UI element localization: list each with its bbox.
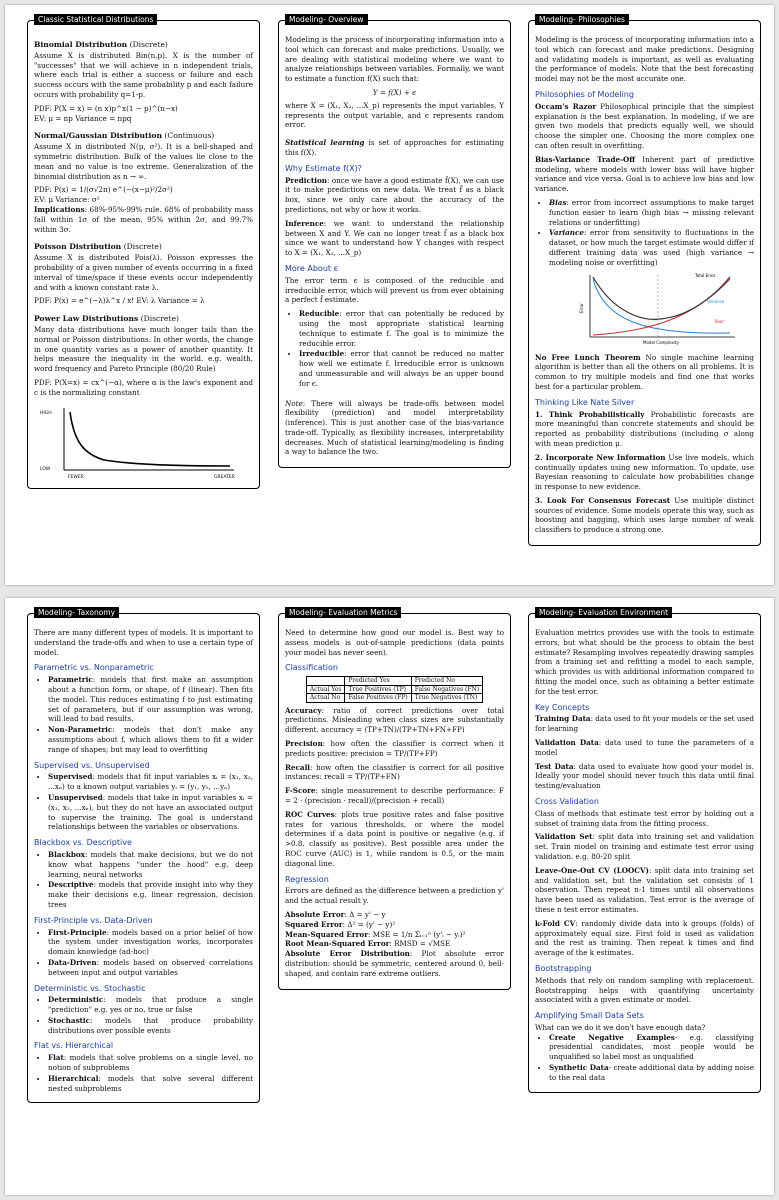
column-environment bbox=[528, 608, 761, 1093]
why-estimate-heading: Why Estimate f(X)? bbox=[285, 163, 362, 173]
box-title: Modeling- Overview bbox=[285, 14, 368, 25]
plot-label-high: HIGH bbox=[40, 410, 52, 416]
statistical-learning: Statistical learning is set of approaches for estimating this f(X). bbox=[285, 138, 504, 157]
regression-text: Errors are defined as the difference between a prediction y' and the actual result y. bbox=[285, 886, 504, 906]
normal-pdf: PDF: P(x) = 1/(σ√2π) e^(−(x−μ)²/2σ²) bbox=[34, 185, 173, 195]
cv-text: Class of methods that estimate test error by holding out a subset of training data from the fitting process. bbox=[535, 808, 754, 828]
prediction-text: Prediction: once we have a good estimate f̂(X), we can use it to make predictions on new data. We treat f̂ as a black box, since we only care about the accuracy of the predictions, not why or how it works. bbox=[285, 175, 504, 214]
plot-label-bias: Bias² bbox=[715, 318, 725, 324]
cm-cell: Actual Yes bbox=[306, 685, 344, 694]
power-law-curve bbox=[70, 412, 230, 466]
taxonomy-section-heading: Flat vs. Hierarchical bbox=[34, 1041, 114, 1051]
box-title: Modeling- Evaluation Metrics bbox=[285, 607, 401, 618]
box-overview bbox=[278, 15, 511, 468]
taxonomy-section-heading: Blackbox vs. Descriptive bbox=[34, 838, 132, 848]
binomial-ev: EV: μ = np Variance = npq bbox=[34, 113, 132, 123]
training-data: Training Data: data used to fit your models or the set used for learning bbox=[535, 714, 755, 734]
bias-variance-plot bbox=[535, 271, 754, 349]
squared-error: Squared Error: Δ² = (y' − y)² bbox=[285, 919, 396, 929]
column-philosophies bbox=[528, 15, 761, 546]
taxonomy-item: • Parametric: models that first make an assumption about a function form, or shape, of f (linear). Then fits the model. This reduces estimating f to just estimating set of parameters, but if our assumption was wrong, will lead to bad results. bbox=[48, 675, 253, 724]
overview-equation: Y = f(X) + ϵ bbox=[372, 87, 417, 97]
taxonomy-list bbox=[34, 1053, 253, 1093]
poisson-body: Assume X is distributed Pois(λ). Poisson expresses the probability of a given number of events occurring in a fixed interval of time/space if these events occur independently and with a known constant rate λ. bbox=[34, 253, 253, 292]
taxonomy-list bbox=[34, 928, 253, 978]
bias-item: • Bias: error from incorrect assumptions to make target function easier to learn (high bias → missing relevant relations or underfitting) bbox=[549, 198, 754, 227]
plot-label-low: LOW bbox=[40, 466, 51, 472]
cm-cell: True Positives (TP) bbox=[345, 685, 411, 694]
taxonomy-section-heading: Parametric vs. Nonparametric bbox=[34, 663, 154, 673]
column-overview bbox=[278, 15, 511, 468]
validation-data: Validation Data: data used to tune the parameters of a model bbox=[535, 737, 754, 757]
amplifying-heading: Amplifying Small Data Sets bbox=[535, 1011, 644, 1021]
column-taxonomy bbox=[27, 608, 260, 1103]
confusion-row bbox=[306, 694, 482, 703]
key-concepts-heading: Key Concepts bbox=[535, 702, 590, 712]
confusion-header-row bbox=[306, 677, 482, 686]
power-heading: Power Law Distributions (Discrete) bbox=[34, 314, 179, 324]
negative-examples-item: • Create Negative Examples- e.g. classifying presidential candidates, most people would be unqualified so label most as unqualified bbox=[549, 1033, 754, 1062]
error-list bbox=[285, 309, 504, 388]
silver-item-2: 2. Incorporate New Information Use live models, which continually updates using new information. To update, use Bayesian reasoning to calculate how probabilities change in response to new evidence. bbox=[535, 452, 754, 492]
taxonomy-item: • Supervised: models that fit input variables xᵢ = (x₁, x₂, ...xₙ) to a known output variables yᵢ = (y₁, y₂, ...yₙ) bbox=[48, 772, 253, 792]
fscore-text: F-Score: single measurement to describe performance: F = 2 · (precision · recall)/(precision + recall) bbox=[285, 786, 504, 806]
bootstrapping-heading: Bootstrapping bbox=[535, 963, 592, 973]
cm-cell: True Negatives (TN) bbox=[411, 694, 482, 703]
cm-cell: False Negatives (FN) bbox=[411, 685, 482, 694]
column-distributions bbox=[27, 15, 260, 489]
plot-label-complexity: Model Complexity bbox=[643, 339, 679, 345]
poisson-heading: Poisson Distribution (Discrete) bbox=[34, 242, 162, 252]
classification-heading: Classification bbox=[285, 663, 338, 673]
taxonomy-item: • Unsupervised: models that take in input variables xᵢ = (x₁, x₂, ...xₙ), but they do not have an associated output to supervise the training. The goal is understand relationships between the variables or observations. bbox=[48, 793, 253, 832]
silver-item-1: 1. Think Probabilistically Probabilistic forecasts are more meaningful than concrete statements and should be reported as probability distributions (including σ along with mean prediction μ. bbox=[535, 409, 755, 448]
bias-curve bbox=[593, 279, 730, 333]
binomial-heading: Binomial Distribution (Discrete) bbox=[34, 40, 168, 49]
more-about-text: The error term ϵ is composed of the reducible and irreducible error, which will prevent us from ever obtaining a perfect f̂ estimate. bbox=[285, 275, 504, 305]
plot-label-greater: GREATER bbox=[214, 474, 235, 480]
abs-error-distribution: Absolute Error Distribution: Plot absolute error distribution: should be symmetric, centered around 0, bell-shaped, and contain rare extreme outliers. bbox=[285, 949, 504, 978]
plot-label-total: Total Error bbox=[695, 272, 716, 278]
box-taxonomy bbox=[27, 608, 260, 1103]
taxonomy-section-heading: Supervised vs. Unsupervised bbox=[34, 760, 150, 770]
taxonomy-item: • Hierarchical: models that solve several different nested subproblems bbox=[48, 1074, 253, 1094]
overview-intro: Modeling is the process of incorporating information into a tool which can forecast and make predictions. Usually, we are dealing with statistical modeling where we want to analyze relationships between variables. Formally, we want to estimate a function f(X) such that: bbox=[285, 35, 504, 84]
note-text: Note: There will always be trade-offs between model flexibility (prediction) and model interpretability (inference). This is just another case of the bias-variance trade-off. Typically, as flexibility increases, interpretability decreases. Much of statistical learning/modeling is finding a way to balance the two. bbox=[285, 398, 504, 457]
cm-cell: False Positives (FP) bbox=[345, 694, 411, 703]
cm-cell: Predicted Yes bbox=[345, 677, 411, 686]
roc-text: ROC Curves: plots true positive rates and false positive rates for various thresholds, or where the model determines if a data point is positive or negative (e.g. if >0.8, classify as positive). Best possible area under the ROC curve (AUC) is 1, while random is 0.5, or the main diagonal line. bbox=[285, 809, 504, 868]
confusion-matrix bbox=[306, 676, 483, 703]
variance-curve bbox=[593, 279, 730, 335]
taxonomy-item: • Stochastic: models that produce probability distributions over possible events bbox=[48, 1016, 253, 1036]
taxonomy-section-heading: First-Principle vs. Data-Driven bbox=[34, 915, 153, 925]
occams-razor: Occam's Razor Philosophical principle that the simplest explanation is the best explanation. In modeling, if we are given two models that predicts equally well, we should choose the simpler one. Choosing the more complex one can often result in overfitting. bbox=[535, 101, 755, 150]
silver-item-3: 3. Look For Consensus Forecast Use multiple distinct sources of evidence. Some models operate this way, such as boosting and bagging, which uses large number of weak classifiers to produce a strong one. bbox=[535, 495, 754, 535]
no-free-lunch: No Free Lunch Theorem No single machine learning algorithm is better than all the others on all problems. It is common to try multiple models and find one that works best for a particular problem. bbox=[535, 352, 754, 391]
taxonomy-list bbox=[34, 772, 253, 832]
page-1 bbox=[5, 5, 774, 585]
bias-variance-list bbox=[535, 198, 754, 268]
absolute-error: Absolute Error: Δ = y' − y bbox=[285, 910, 386, 920]
variance-item: • Variance: error from sensitivity to fluctuations in the dataset, or how much the target estimate would differ if different training data was used (high variance → modeling noise or overfitting) bbox=[549, 228, 754, 267]
box-title: Modeling- Evaluation Environment bbox=[535, 607, 672, 618]
overview-where: where X = (X₁, X₂, ...X_p) represents the input variables, Y represents the output variable, and ϵ represents random error. bbox=[285, 100, 504, 130]
power-law-plot bbox=[34, 402, 253, 482]
taxonomy-item: • Blackbox: models that make decisions, but we do not know what happens "under the hood" e.g. deep learning, neural networks bbox=[48, 850, 253, 879]
plot-label-variance: Variance bbox=[707, 298, 725, 304]
philosophies-intro: Modeling is the process of incorporating information into a tool which can forecast and make predictions. Designing and validating models is important, as well as evaluating the performance of models. Note that the best forecasting model may not be the most accurate one. bbox=[535, 35, 754, 84]
taxonomy-list bbox=[34, 995, 253, 1035]
box-philosophies bbox=[528, 15, 761, 546]
reducible-item: • Reducible: error that can potentially be reduced by using the most appropriate statistical learning technique to estimate f. The goal is to minimize the reducible error. bbox=[299, 309, 504, 348]
power-body: Many data distributions have much longer tails than the normal or Poisson distributions. In other words, the change in one quantity varies as a power of another quantity. It helps measure the inequality in the world. e.g. wealth, word frequency and Pareto Principle (80/20 Rule) bbox=[34, 324, 253, 374]
taxonomy-item: • Deterministic: models that produce a single "prediction" e.g. yes or no, true or false bbox=[48, 995, 253, 1015]
box-title: Classic Statistical Distributions bbox=[34, 14, 157, 25]
poisson-pdf: PDF: P(x) = e^(−λ)λ^x / x! EV: λ Variance = λ bbox=[34, 296, 205, 306]
normal-implications: Implications: 68%-95%-99% rule. 68% of probability mass fall within 1σ of the mean, 95% within 2σ, and 99.7% within 3σ. bbox=[34, 204, 253, 234]
plot-label-fewer: FEWER bbox=[68, 474, 84, 480]
taxonomy-intro: There are many different types of models. It is important to understand the trade-offs and when to use a certain type of model. bbox=[34, 628, 253, 657]
environment-intro: Evaluation metrics provides use with the tools to estimate errors, but what should be the process to obtain the best estimate? Resampling involves repeatedly drawing samples from a training set and refitting a model to each sample, which provides us with additional information compared to fitting the model once, such as obtaining a better estimate for the test error. bbox=[535, 628, 754, 696]
power-pdf: PDF: P(X=x) = cx^(−α), where α is the law's exponent and c is the normalizing constant bbox=[34, 377, 253, 397]
normal-body: Assume X in distributed N(μ, σ²). It is a bell-shaped and symmetric distribution. Bulk of the values lie close to the mean and no value is too extreme. Generalization of the binomial distribution as n → ∞. bbox=[34, 142, 253, 181]
cm-cell bbox=[306, 677, 344, 686]
validation-set: Validation Set: split data into training set and validation set. Train model on training and estimate test error using validation. e.g. 80-20 split bbox=[535, 832, 754, 861]
bias-variance: Bias-Variance Trade-Off Inherent part of predictive modeling, where models with lower bias will have higher variance and vice versa. Goal is to achieve low bias and low variance. bbox=[535, 154, 754, 194]
normal-ev: EV: μ Variance: σ² bbox=[34, 195, 100, 205]
metrics-intro: Need to determine how good our model is. Best way to assess models is out-of-sample predictions (data points your model has never seen). bbox=[285, 628, 504, 657]
more-about-heading: More About ϵ bbox=[285, 263, 339, 273]
box-title: Modeling- Taxonomy bbox=[34, 607, 119, 618]
taxonomy-item: • First-Principle: models based on a prior belief of how the system under investigation works, incorporates domain knowledge (ad-hoc) bbox=[48, 928, 253, 957]
rmse: Root Mean-Squared Error: RMSD = √MSE bbox=[285, 939, 451, 949]
cross-validation-heading: Cross Validation bbox=[535, 796, 599, 806]
taxonomy-item: • Data-Driven: models based on observed correlations between input and output variables bbox=[48, 958, 253, 978]
philosophies-heading: Philosophies of Modeling bbox=[535, 89, 634, 99]
cm-cell: Predicted No bbox=[411, 677, 482, 686]
page-2 bbox=[5, 598, 774, 1195]
cm-cell: Actual No bbox=[306, 694, 344, 703]
regression-heading: Regression bbox=[285, 874, 329, 884]
box-metrics bbox=[278, 608, 511, 990]
taxonomy-list bbox=[34, 675, 253, 754]
recall-text: Recall: how often the classifier is correct for all positive instances: recall = TP/(TP+FN) bbox=[285, 762, 504, 782]
amplifying-list bbox=[535, 1033, 754, 1083]
nate-silver-heading: Thinking Like Nate Silver bbox=[535, 397, 635, 407]
taxonomy-item: • Flat: models that solve problems on a single level, no notion of subproblems bbox=[48, 1053, 253, 1073]
taxonomy-item: • Non-Parametric: models that don't make any assumptions about f, which allows them to fit a wider range of shapes; but may lead to overfitting bbox=[48, 725, 253, 754]
accuracy-text: Accuracy: ratio of correct predictions over total predictions. Misleading when class sizes are substantially different. accuracy = (TP+TN)/(TP+TN+FN+FP) bbox=[285, 705, 504, 735]
loocv: Leave-One-Out CV (LOOCV): split data into training set and validation set, but the validation set consists of 1 observation. Then repeat n-1 times until all observations have been used as validation. Test error is the average of these n test error estimates. bbox=[535, 865, 754, 914]
box-environment bbox=[528, 608, 761, 1093]
synthetic-data-item: • Synthetic Data- create additional data by adding noise to the real data bbox=[549, 1063, 754, 1083]
taxonomy-section-heading: Deterministic vs. Stochastic bbox=[34, 983, 146, 993]
binomial-pdf: PDF: P(X = x) = (n x)p^x(1 − p)^(n−x) bbox=[34, 103, 178, 113]
test-data: Test Data: data used to evaluate how good your model is. Ideally your model should never touch this data until final testing/evaluation bbox=[535, 761, 754, 791]
box-distributions bbox=[27, 15, 260, 489]
inference-text: Inference: we want to understand the relationship between X and Y. We can no longer treat f̂ as a black box since we want to understand how Y changes with respect to X = (X₁, X₂, ...X_p) bbox=[285, 218, 504, 258]
taxonomy-list bbox=[34, 850, 253, 910]
box-title: Modeling- Philosophies bbox=[535, 14, 629, 25]
confusion-row bbox=[306, 685, 482, 694]
binomial-body: Assume X is distributed Bin(n,p). X is the number of "successes" that we will achieve in n independent trials, where each trial is either a success or failure and each success occurs with the same probability p and each failure occurs with probability q=1-p. bbox=[34, 50, 253, 99]
normal-heading: Normal/Gaussian Distribution (Continuous) bbox=[34, 131, 215, 141]
precision-text: Precision: how often the classifier is correct when it predicts positive: precision = TP/(TP+FP) bbox=[285, 739, 504, 758]
taxonomy-sections bbox=[34, 663, 253, 1093]
mse: Mean-Squared Error: MSE = 1/n Σᵢ₌₁ⁿ (y'ᵢ − yᵢ)² bbox=[285, 929, 466, 939]
irreducible-item: • Irreducible: error that cannot be reduced no matter how well we estimate f. Irreducible error is unknown and unmeasurable and will always be an upper bound for ϵ. bbox=[299, 349, 504, 388]
plot-label-error: Error bbox=[579, 302, 584, 313]
kfold-cv: k-Fold CV: randomly divide data into k groups (folds) of approximately equal size. First fold is used as validation and the rest as training. Then repeat k times and find average of the k estimates. bbox=[535, 918, 755, 958]
column-metrics bbox=[278, 608, 511, 990]
amplifying-text: What can we do it we don't have enough data? bbox=[535, 1022, 706, 1032]
taxonomy-item: • Descriptive: models that provide insight into why they make their decisions e.g. linear regression, decision trees bbox=[48, 880, 253, 909]
bootstrapping-text: Methods that rely on random sampling with replacement. Bootstrapping helps with quantifying uncertainty associated with a given estimate or model. bbox=[535, 975, 754, 1005]
